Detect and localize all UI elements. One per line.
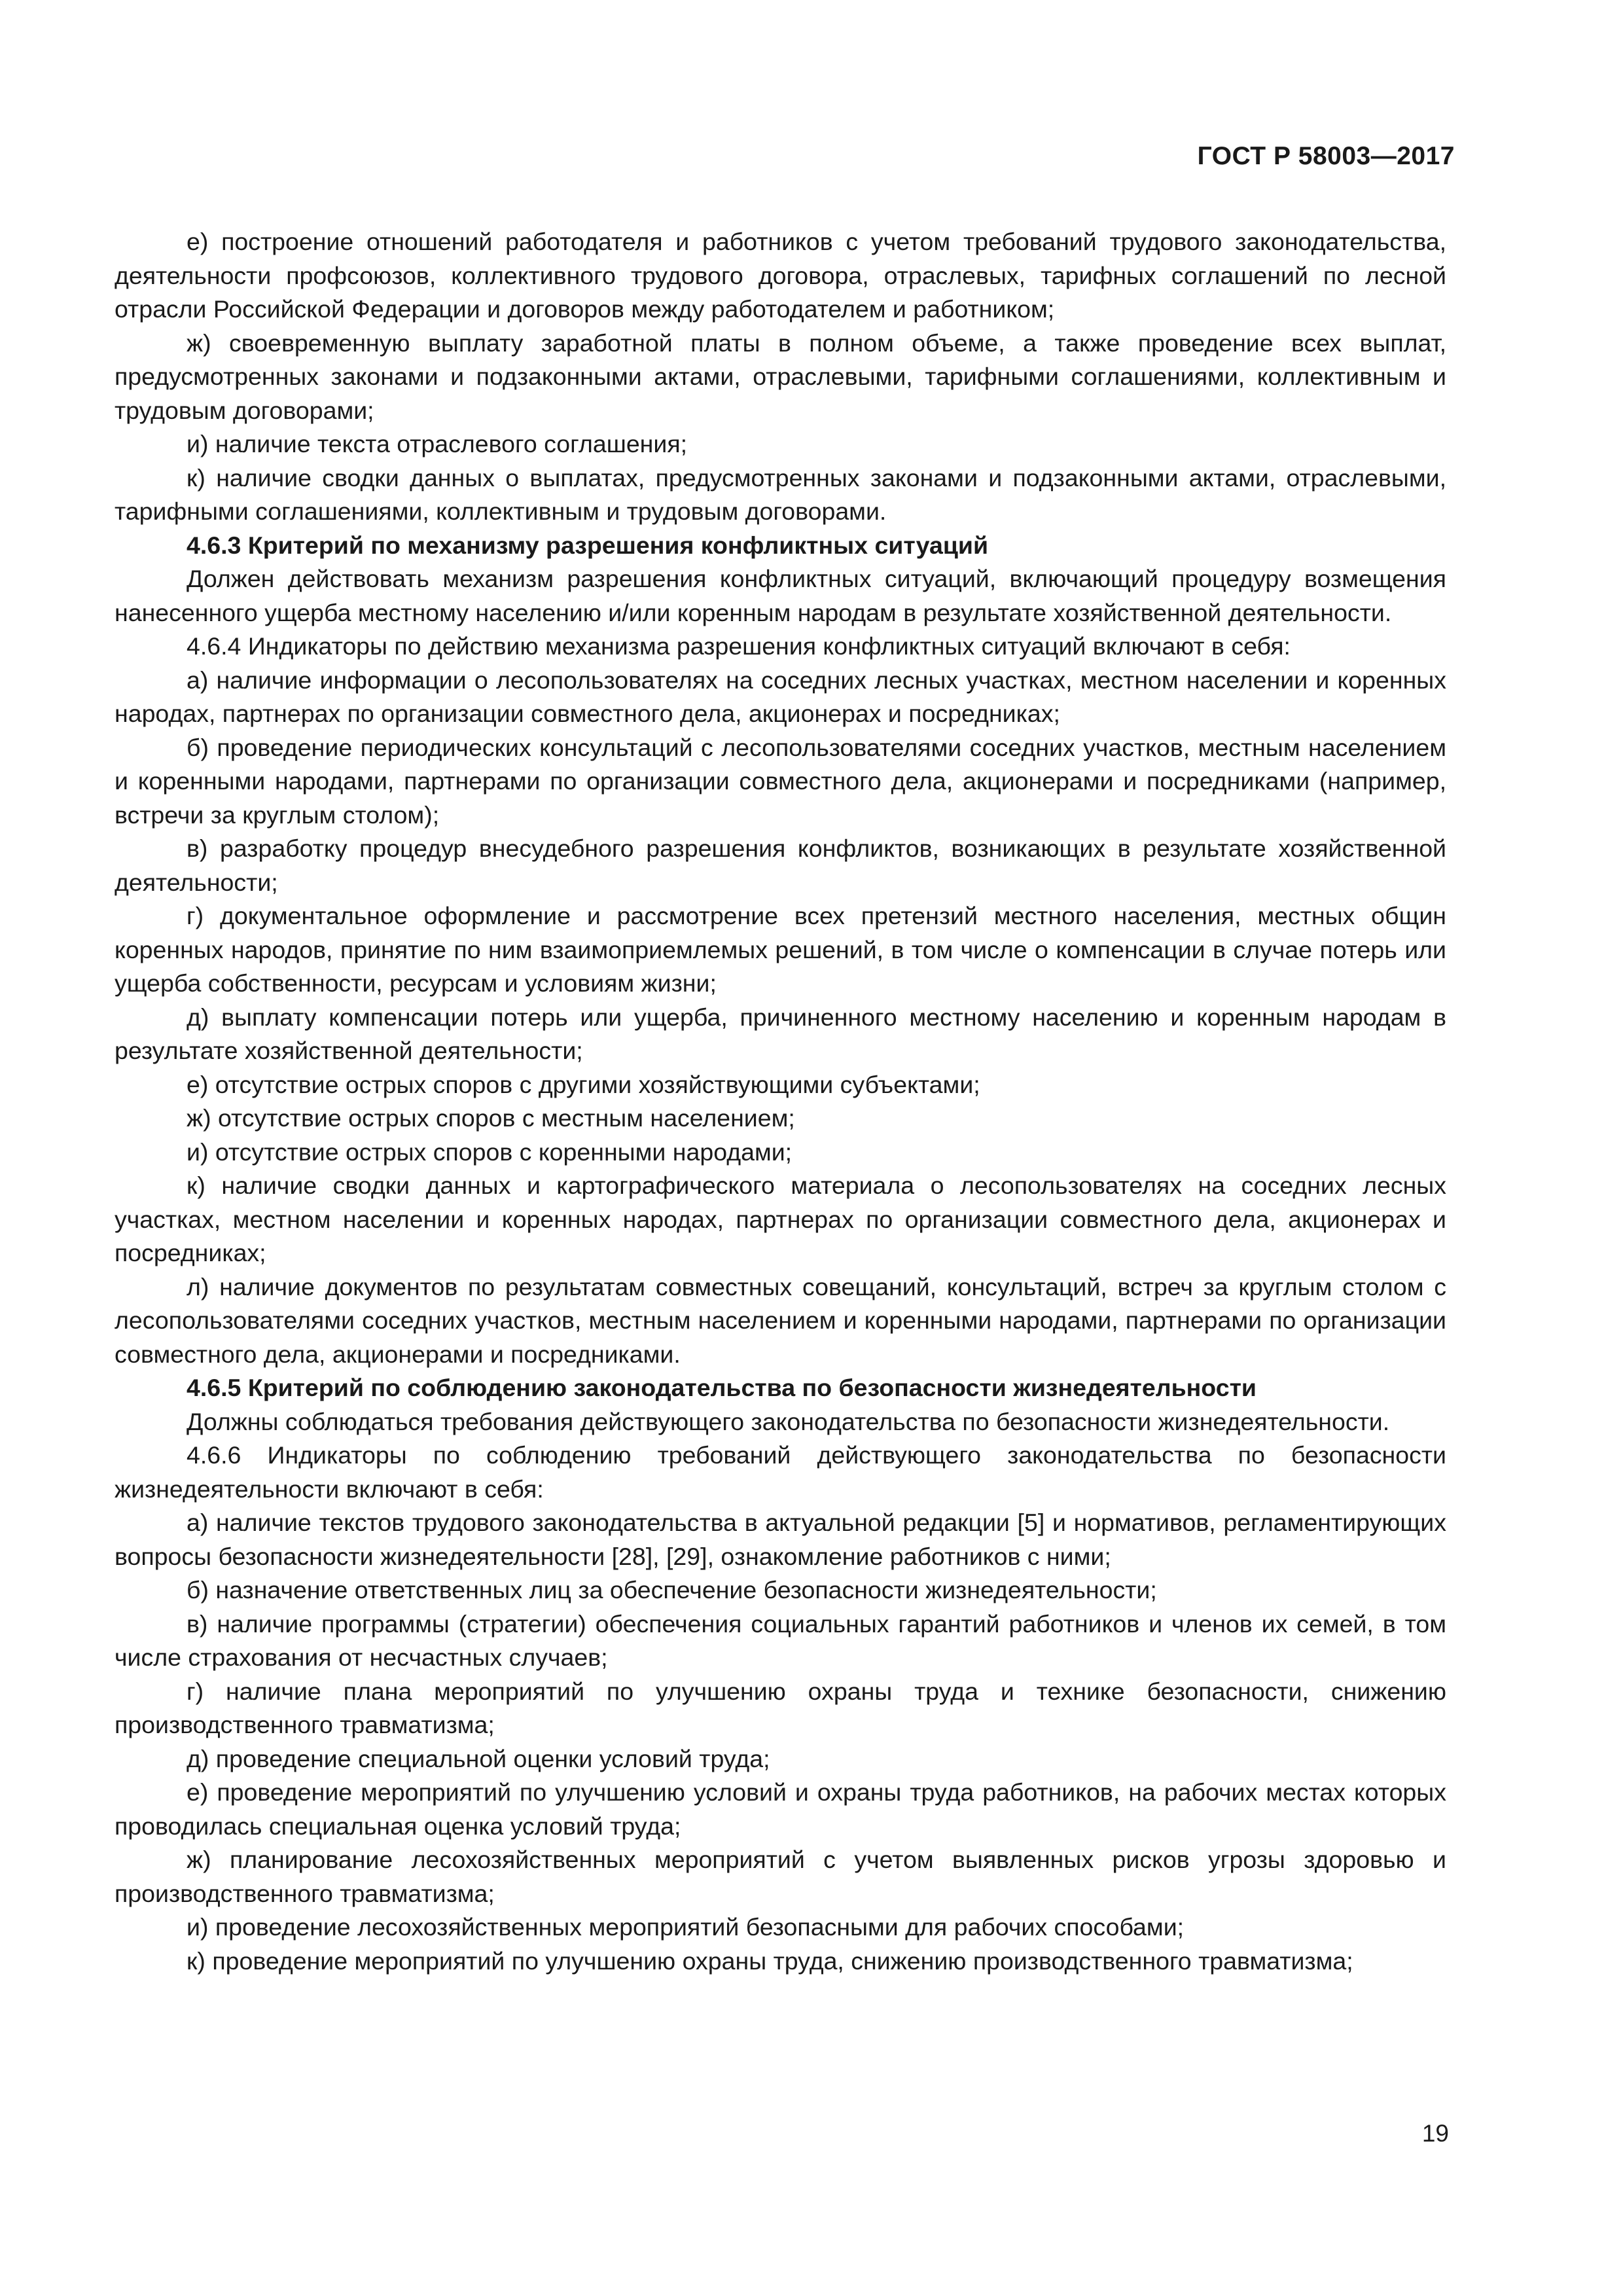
paragraph: ж) отсутствие острых споров с местным населением;: [187, 1104, 795, 1132]
section-heading: 4.6.5 Критерий по соблюдению законодательства по безопасности жизнедеятельности: [187, 1374, 1257, 1401]
paragraph: б) проведение периодических консультаций с лесопользователями соседних участков, местным населением и коренными народами, партнерами по организации совместного дела, акционерами и посредниками (например, встречи за круглым столом);: [115, 733, 1446, 829]
paragraph: л) наличие документов по результатам совместных совещаний, консультаций, встреч за круглым столом с лесопользователями соседних участков, местным населением и коренными народами, партнерами по организации совместного дела, акционерами и посредниками.: [115, 1272, 1446, 1368]
paragraph: к) проведение мероприятий по улучшению охраны труда, снижению производственного травматизма;: [187, 1946, 1353, 1975]
standard-designation: ГОСТ Р 58003—2017: [1197, 142, 1455, 170]
paragraph: д) выплату компенсации потерь или ущерба, причиненного местному населению и коренным народам в результате хозяйственной деятельности;: [115, 1003, 1446, 1064]
paragraph: и) проведение лесохозяйственных мероприятий безопасными для рабочих способами;: [187, 1913, 1185, 1941]
paragraph: б) назначение ответственных лиц за обеспечение безопасности жизнедеятельности;: [187, 1576, 1157, 1604]
section-heading: 4.6.3 Критерий по механизму разрешения конфликтных ситуаций: [187, 531, 989, 559]
paragraph: а) наличие информации о лесопользователях на соседних лесных участках, местном населении и коренных народах, партнерах по организации совместного дела, акционерах и посредниках;: [115, 666, 1446, 727]
page-number: 19: [1421, 2120, 1449, 2147]
paragraph: д) проведение специальной оценки условий труда;: [187, 1744, 770, 1772]
paragraph: в) разработку процедур внесудебного разрешения конфликтов, возникающих в результате хозяйственной деятельности;: [115, 834, 1446, 896]
paragraph: е) отсутствие острых споров с другими хозяйствующими субъектами;: [187, 1070, 980, 1098]
paragraph: Должен действовать механизм разрешения конфликтных ситуаций, включающий процедуру возмещения нанесенного ущерба местному населению и/или коренным народам в результате хозяйственной деятельности.: [115, 565, 1446, 626]
paragraph: 4.6.6 Индикаторы по соблюдению требований действующего законодательства по безопасности жизнедеятельности включают в себя:: [115, 1441, 1446, 1503]
paragraph: 4.6.4 Индикаторы по действию механизма разрешения конфликтных ситуаций включают в себя:: [187, 632, 1291, 660]
paragraph: к) наличие сводки данных и картографического материала о лесопользователях на соседних лесных участках, местном населении и коренных народах, партнерах по организации совместного дела, акционерах и посредниках;: [115, 1172, 1446, 1266]
paragraph: и) наличие текста отраслевого соглашения;: [187, 430, 688, 457]
paragraph: е) проведение мероприятий по улучшению условий и охраны труда работников, на рабочих местах которых проводилась специальная оценка условий труда;: [115, 1778, 1446, 1840]
paragraph: Должны соблюдаться требования действующего законодательства по безопасности жизнедеятельности.: [187, 1407, 1390, 1435]
paragraph: в) наличие программы (стратегии) обеспечения социальных гарантий работников и членов их семей, в том числе страхования от несчастных случаев;: [115, 1609, 1446, 1671]
paragraph: г) документальное оформление и рассмотрение всех претензий местного населения, местных общин коренных народов, принятие по ним взаимоприемлемых решений, в том числе о компенсации в случае потерь или ущерба собственности, ресурсам и условиям жизни;: [115, 902, 1446, 997]
paragraph: ж) планирование лесохозяйственных мероприятий с учетом выявленных рисков угрозы здоровью и производственного травматизма;: [115, 1846, 1446, 1907]
paragraph: и) отсутствие острых споров с коренными народами;: [187, 1138, 793, 1166]
document-body: [115, 225, 1446, 1978]
paragraph: к) наличие сводки данных о выплатах, предусмотренных законами и подзаконными актами, отраслевыми, тарифными соглашениями, коллективным и трудовым договорами.: [115, 463, 1446, 525]
paragraph: а) наличие текстов трудового законодательства в актуальной редакции [5] и нормативов, регламентирующих вопросы безопасности жизнедеятельности [28], [29], ознакомление работников с ними;: [115, 1509, 1446, 1570]
paragraph: ж) своевременную выплату заработной платы в полном объеме, а также проведение всех выплат, предусмотренных законами и подзаконными актами, отраслевыми, тарифными соглашениями, коллективным и трудовым договорами;: [115, 329, 1446, 424]
paragraph: г) наличие плана мероприятий по улучшению охраны труда и технике безопасности, снижению производственного травматизма;: [115, 1677, 1446, 1738]
paragraph: е) построение отношений работодателя и работников с учетом требований трудового законодательства, деятельности профсоюзов, коллективного трудового договора, отраслевых, тарифных соглашений по лесной отрасли Российской Федерации и договоров между работодателем и работником;: [115, 228, 1446, 323]
